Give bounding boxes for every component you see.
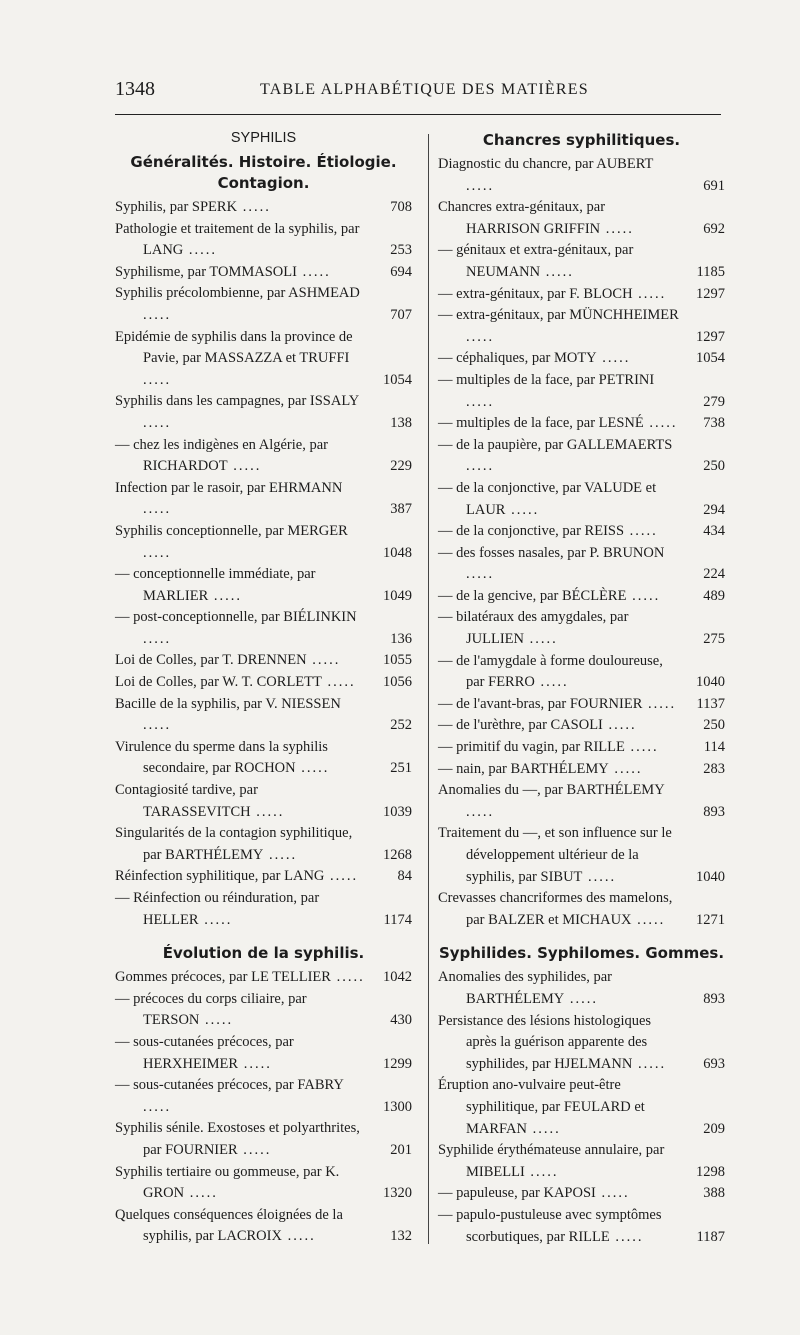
entry-text: — multiples de la face, par PETRINI [438,371,655,388]
entry-page-number: 1185 [696,263,725,280]
index-entry [438,305,725,348]
entry-text: Anomalies du —, par BARTHÉLEMY [438,782,665,799]
index-entry [115,478,412,521]
leader-dots: ..... [143,371,172,388]
entry-page-number: 1174 [383,911,412,928]
entry-text: Syphilis sénile. Exostoses et polyarthrites, par FOURNIER [115,1120,360,1158]
index-entry [115,672,412,694]
entry-text: — papuleuse, par KAPOSI [438,1185,596,1202]
leader-dots: ..... [263,846,298,863]
entry-page-number: 1039 [383,803,412,820]
leader-dots: ..... [632,285,667,302]
entry-page-number: 692 [703,220,725,237]
index-entry [438,967,725,1010]
leader-dots: ..... [643,415,678,432]
entry-text: — post-conceptionnelle, par BIÉLINKIN [115,609,357,626]
entry-text: Syphilide érythémateuse annulaire, par MIBELLI [438,1142,665,1180]
entry-text: — sous-cutanées précoces, par FABRY [115,1077,344,1094]
index-entry [438,521,725,543]
entry-page-number: 1187 [696,1228,725,1245]
leader-dots: ..... [626,587,661,604]
entry-page-number: 201 [390,1141,412,1158]
index-entry [115,823,412,866]
entry-page-number: 1299 [383,1055,412,1072]
index-entry [115,521,412,564]
entry-text: Singularités de la contagion syphilitique, par BARTHÉLEMY [115,825,353,863]
index-entry [115,1118,412,1161]
index-entry [438,435,725,478]
entry-text: Syphilis conceptionnelle, par MERGER [115,522,348,539]
leader-dots: ..... [143,306,172,323]
entry-page-number: 1320 [383,1185,412,1202]
entry-page-number: 694 [390,263,412,280]
entry-page-number: 294 [703,501,725,518]
entry-text: — nain, par BARTHÉLEMY [438,760,609,777]
index-entry [438,607,725,650]
entry-page-number: 136 [390,630,412,647]
entry-page-number: 893 [703,803,725,820]
page-number: 1348 [115,78,155,100]
index-entry [115,967,412,989]
index-entry [438,1011,725,1076]
entry-page-number: 738 [703,415,725,432]
entry-page-number: 434 [703,523,725,540]
entry-page-number: 1297 [696,328,725,345]
leader-dots: ..... [524,1163,559,1180]
entry-page-number: 252 [390,717,412,734]
entry-page-number: 1040 [696,868,725,885]
entry-page-number: 893 [703,990,725,1007]
entry-text: — sous-cutanées précoces, par HERXHEIMER [115,1033,294,1072]
running-header [115,78,721,102]
entry-page-number: 1056 [383,674,412,691]
index-entry [115,780,412,823]
entry-text: — de l'urèthre, par CASOLI [438,717,603,734]
heading-generalites: Généralités. Histoire. Étiologie. Contagion. [130,153,397,192]
index-entry [115,327,412,392]
entry-text: Chancres extra-génitaux, par HARRISON GRIFFIN [438,199,606,237]
leader-dots: ..... [143,717,172,734]
entry-text: Gommes précoces, par LE TELLIER [115,969,331,986]
entry-text: — chez les indigènes en Algérie, par RICHARDOT [115,436,328,475]
leader-dots: ..... [324,868,359,885]
entry-list-evolution [115,967,412,1248]
index-entry [438,715,725,737]
entry-text: Éruption ano-vulvaire peut-être syphilitique, par FEULARD et MARFAN [438,1077,645,1137]
index-entry [438,370,725,413]
entry-text: Bacille de la syphilis, par V. NIESSEN [115,695,341,712]
entry-text: Loi de Colles, par W. T. CORLETT [115,674,322,691]
leader-dots: ..... [143,501,172,518]
leader-dots: ..... [143,544,172,561]
entry-text: — des fosses nasales, par P. BRUNON [438,544,665,561]
leader-dots: ..... [250,803,285,820]
leader-dots: ..... [237,199,271,215]
index-entry [115,197,412,219]
entry-page-number: 1300 [383,1098,412,1115]
index-entry [438,651,725,694]
entry-text: — de la paupière, par GALLEMAERTS [438,436,673,453]
leader-dots: ..... [466,458,495,475]
entry-page-number: 250 [703,717,725,734]
index-entry [115,564,412,607]
leader-dots: ..... [631,911,666,928]
index-entry [115,219,412,262]
leader-dots: ..... [466,566,495,583]
leader-dots: ..... [143,414,172,431]
left-column [115,130,412,1248]
index-entry [115,1075,412,1118]
index-entry [115,650,412,672]
entry-text: — papulo-pustuleuse avec symptômes scorbutiques, par RILLE [438,1206,662,1245]
entry-text: Syphilis précolombienne, par ASHMEAD [115,285,360,302]
leader-dots: ..... [524,631,558,648]
index-entry [438,154,725,197]
entry-text: Traitement du —, et son influence sur le développement ultérieur de la syphilis, par SIBUT [438,825,672,885]
entry-page-number: 251 [390,760,412,777]
leader-dots: ..... [624,523,658,540]
leader-dots: ..... [296,263,331,280]
leader-dots: ..... [540,263,574,280]
entry-page-number: 388 [703,1185,725,1202]
entry-page-number: 114 [703,739,725,756]
entry-page-number: 693 [703,1055,725,1072]
leader-dots: ..... [238,1055,272,1072]
entry-text: Loi de Colles, par T. DRENNEN [115,652,307,669]
leader-dots: ..... [624,739,659,756]
entry-text: Persistance des lésions histologiques après la guérison apparente des syphilides, par HJELMANN [438,1012,652,1072]
leader-dots: ..... [208,587,242,604]
leader-dots: ..... [596,350,631,367]
leader-dots: ..... [295,760,330,777]
heading-syphilides: Syphilides. Syphilomes. Gommes. [438,944,725,963]
entry-page-number: 691 [703,177,725,194]
entry-text: Syphilisme, par TOMMASOLI [115,263,297,280]
entry-text: — de l'avant-bras, par FOURNIER [438,695,643,712]
leader-dots: ..... [466,328,495,345]
entry-page-number: 387 [390,501,412,518]
heading-evolution: Évolution de la syphilis. [162,944,365,963]
leader-dots: ..... [183,242,218,259]
header-rule [115,114,721,115]
entry-text: — Réinfection ou réinduration, par HELLER [115,890,320,928]
leader-dots: ..... [198,911,233,928]
entry-text: — multiples de la face, par LESNÉ [438,415,644,432]
leader-dots: ..... [609,1228,644,1245]
entry-page-number: 250 [703,458,725,475]
entry-list-generalites [115,197,412,931]
heading-chancres: Chancres syphilitiques. [482,131,681,149]
entry-text: — céphaliques, par MOTY [438,350,597,367]
entry-text: Syphilis dans les campagnes, par ISSALY [115,393,360,410]
leader-dots: ..... [466,393,495,410]
index-entry [115,262,412,284]
entry-page-number: 1297 [696,285,725,302]
index-entry [115,737,412,780]
leader-dots: ..... [534,674,569,691]
right-column [438,130,725,1248]
entry-text: Infection par le rasoir, par EHRMANN [115,479,343,496]
index-entry [438,543,725,586]
leader-dots: ..... [466,177,495,194]
index-entry [438,780,725,823]
entry-text: Virulence du sperme dans la syphilis secondaire, par ROCHON [115,738,328,777]
entry-text: — de la conjonctive, par REISS [438,523,625,540]
entry-page-number: 279 [703,393,725,410]
leader-dots: ..... [321,674,356,691]
entry-page-number: 708 [390,199,412,215]
entry-text: — extra-génitaux, par MÜNCHHEIMER [438,307,679,324]
entry-text: — génitaux et extra-génitaux, par NEUMANN [438,242,634,280]
entry-text: Diagnostic du chancre, par AUBERT [438,156,654,172]
entry-page-number: 1042 [383,969,412,986]
entry-page-number: 224 [703,566,725,583]
index-entry [115,1032,412,1075]
entry-page-number: 430 [390,1012,412,1029]
entry-page-number: 707 [390,306,412,323]
running-title: TABLE ALPHABÉTIQUE DES MATIÈRES [260,81,589,98]
index-entry [115,1205,412,1248]
entry-page-number: 1271 [696,911,725,928]
entry-text: Quelques conséquences éloignées de la syphilis, par LACROIX [115,1206,343,1245]
entry-page-number: 84 [397,868,412,885]
leader-dots: ..... [505,501,540,518]
column-divider [428,134,429,1244]
entry-text: Réinfection syphilitique, par LANG [115,868,325,885]
entry-page-number: 209 [703,1120,725,1137]
index-entry [115,607,412,650]
entry-text: — de la gencive, par BÉCLÈRE [438,587,627,604]
index-entry [438,1205,725,1248]
leader-dots: ..... [600,220,634,237]
entry-page-number: 1040 [696,674,725,691]
entry-page-number: 229 [390,458,412,475]
leader-dots: ..... [582,868,617,885]
entry-page-number: 489 [703,587,725,604]
index-entry [438,478,725,521]
entry-text: — extra-génitaux, par F. BLOCH [438,285,633,302]
leader-dots: ..... [564,990,598,1007]
leader-dots: ..... [143,630,172,647]
index-entry [438,759,725,781]
index-entry [115,694,412,737]
index-entry [115,888,412,931]
index-entry [115,283,412,326]
leader-dots: ..... [143,1098,172,1115]
entry-text: Crevasses chancriformes des mamelons, par BALZER et MICHAUX [438,890,673,928]
entry-text: Syphilis tertiaire ou gommeuse, par K. GRON [115,1163,340,1202]
index-entry [438,197,725,240]
entry-text: Syphilis, par SPERK [115,199,238,215]
leader-dots: ..... [608,760,643,777]
index-entry [438,888,725,931]
index-entry [438,240,725,283]
entry-list-syphilides [438,967,725,1248]
entry-text: — conceptionnelle immédiate, par MARLIER [115,566,316,604]
leader-dots: ..... [199,1012,234,1029]
entry-list-chancres [438,154,725,931]
leader-dots: ..... [526,1120,561,1137]
index-entry [438,823,725,888]
index-entry [115,435,412,478]
entry-page-number: 275 [703,631,725,648]
index-entry [115,1162,412,1205]
index-entry [438,1075,725,1140]
index-entry [115,391,412,434]
leader-dots: ..... [237,1141,272,1158]
index-entry [438,1183,725,1205]
leader-dots: ..... [184,1185,218,1202]
leader-dots: ..... [306,652,341,669]
leader-dots: ..... [602,717,637,734]
leader-dots: ..... [466,803,495,820]
entry-page-number: 1054 [383,371,412,388]
index-entry [438,586,725,608]
entry-page-number: 283 [703,760,725,777]
entry-page-number: 1055 [383,652,412,669]
entry-page-number: 1049 [383,587,412,604]
index-entry [438,348,725,370]
leader-dots: ..... [227,458,262,475]
entry-text: Pathologie et traitement de la syphilis, par LANG [115,220,360,259]
index-entry [438,413,725,435]
entry-page-number: 1137 [696,695,725,712]
entry-page-number: 253 [390,242,412,259]
index-entry [115,866,412,888]
index-entry [438,694,725,716]
entry-text: — primitif du vagin, par RILLE [438,739,625,756]
entry-page-number: 132 [390,1228,412,1245]
entry-text: Contagiosité tardive, par TARASSEVITCH [115,782,258,820]
leader-dots: ..... [330,969,365,986]
leader-dots: ..... [632,1055,667,1072]
leader-dots: ..... [595,1185,630,1202]
index-entry [115,989,412,1032]
index-entry [438,284,725,306]
leader-dots: ..... [642,695,677,712]
entry-page-number: 138 [390,414,412,431]
entry-text: — bilatéraux des amygdales, par JULLIEN [438,609,629,648]
entry-text: Epidémie de syphilis dans la province de Pavie, par MASSAZZA et TRUFFI [115,328,353,367]
leader-dots: ..... [281,1228,316,1245]
entry-page-number: 1054 [696,350,725,367]
entry-page-number: 1298 [696,1163,725,1180]
entry-text: — précoces du corps ciliaire, par TERSON [115,990,307,1029]
section-title: SYPHILIS [230,130,297,146]
index-entry [438,737,725,759]
entry-text: Anomalies des syphilides, par BARTHÉLEMY [438,969,612,1007]
entry-page-number: 1268 [383,846,412,863]
index-entry [438,1140,725,1183]
entry-page-number: 1048 [383,544,412,561]
entry-text: — de la conjonctive, par VALUDE et LAUR [438,479,657,518]
entry-text: — de l'amygdale à forme douloureuse, par FERRO [438,652,663,691]
